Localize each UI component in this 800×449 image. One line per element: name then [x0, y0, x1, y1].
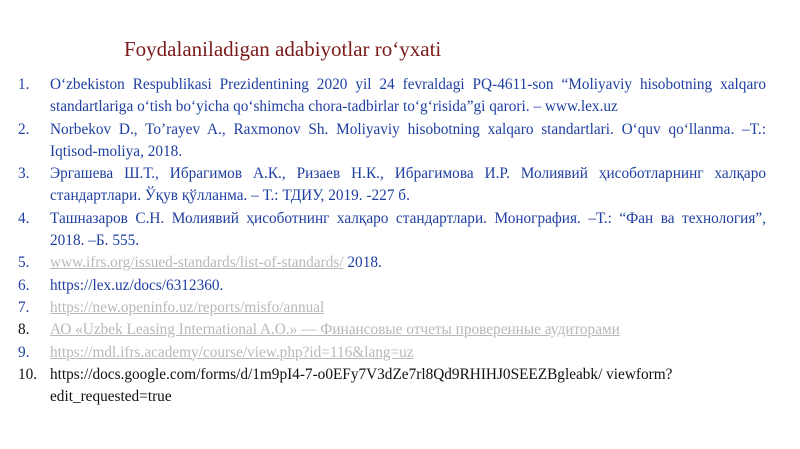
ifrs-standards-link[interactable]: www.ifrs.org/issued-standards/list-of-standards/ [50, 254, 344, 272]
reference-text: Эргашева Ш.Т., Ибрагимов А.К., Ризаев Н.К., Ибрагимова И.Р. Молиявий ҳисоботларнинг халқаро стандартлари. Ўқув қўлланма. – Т.: ТДИУ, 2019. -227 б. [50, 165, 766, 205]
reference-number: 6. [18, 276, 30, 294]
reference-text [50, 297, 766, 319]
reference-text [50, 252, 766, 274]
reference-item [18, 364, 766, 409]
reference-text: https://docs.google.com/forms/d/1m9pI4-7-o0EFy7V3dZe7rl8Qd9RHIHJ0SEEZBgleabk/ viewform?edit_requested=true [50, 365, 673, 406]
reference-item [18, 297, 766, 319]
reference-number: 9. [18, 343, 30, 361]
reference-number: 7. [18, 298, 30, 316]
reference-number: 2. [18, 120, 30, 138]
reference-item [18, 275, 766, 297]
ifrs-academy-link[interactable]: https://mdl.ifrs.academy/course/view.php?id=116&lang=uz [50, 343, 414, 361]
reference-item [18, 319, 766, 341]
reference-year: 2018. [343, 254, 382, 272]
reference-list [18, 74, 766, 408]
reference-number: 5. [18, 254, 30, 272]
openinfo-link[interactable]: https://new.openinfo.uz/reports/misfo/annual [50, 298, 325, 316]
reference-item [18, 342, 766, 364]
reference-item [18, 208, 766, 253]
reference-number: 4. [18, 209, 30, 227]
reference-text [50, 342, 766, 364]
reference-text: Norbekov D., To’rayev A., Raxmonov Sh. Moliyaviy hisobotning xalqaro standartlari. O‘quv qo‘llanma. –T.: Iqtisod-moliya, 2018. [50, 120, 766, 160]
reference-number: 10. [18, 365, 38, 383]
uzbek-leasing-link[interactable]: АО «Uzbek Leasing International A.O.» — Финансовые отчеты проверенные аудиторами [50, 321, 620, 339]
reference-item [18, 252, 766, 274]
reference-number: 1. [18, 76, 30, 93]
reference-number: 3. [18, 165, 30, 183]
reference-item [18, 119, 766, 164]
reference-text: Ташназаров С.Н. Молиявий ҳисоботнинг халқаро стандартлари. Монография. –Т.: “Фан ва технология”, 2018. –Б. 555. [50, 209, 766, 250]
reference-item [18, 74, 766, 119]
reference-number: 8. [18, 321, 30, 339]
reference-text: O‘zbekiston Respublikasi Prezidentining 2020 yil 24 fevraldagi PQ-4611-son “Moliyaviy hisobotning xalqaro standartlariga o‘tish bo‘yicha qo‘shimcha chora-tadbirlar to‘g‘risida”gi qarori. – www.lex.uz [50, 76, 766, 116]
reference-text: https://lex.uz/docs/6312360. [50, 276, 224, 294]
reference-item [18, 163, 766, 208]
reference-text [50, 319, 766, 341]
slide-title: Foydalaniladigan adabiyotlar ro‘yxati [124, 37, 442, 61]
